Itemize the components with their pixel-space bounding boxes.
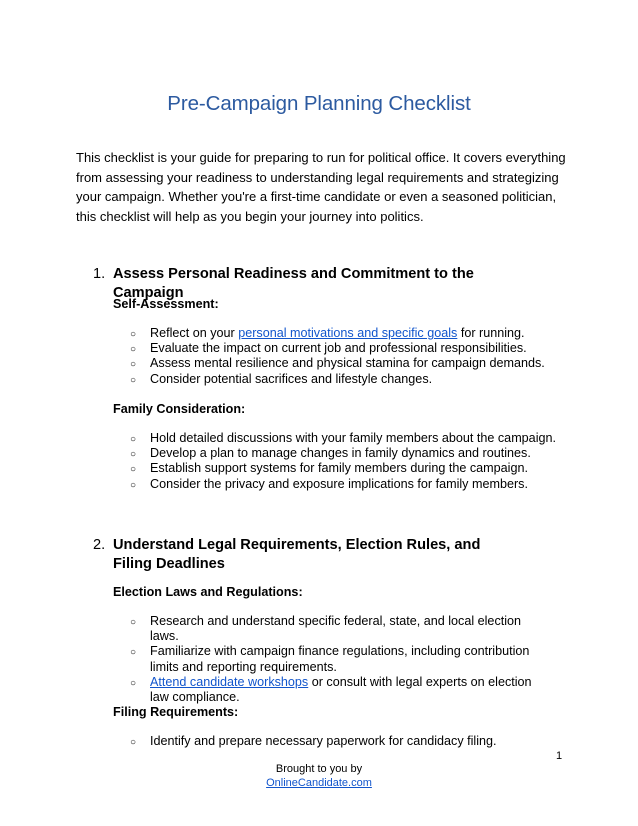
item-text: Hold detailed discussions with your family members about the campaign. (150, 431, 556, 445)
footer (0, 762, 638, 790)
section-number: 2. (93, 537, 106, 553)
bullet-icon: ○ (130, 329, 137, 340)
item-text: Research and understand specific federal, state, and local election laws. (150, 614, 522, 644)
bullet-icon: ○ (130, 359, 137, 371)
bullet-icon: ○ (130, 449, 137, 461)
subheading-election-laws: Election Laws and Regulations: (113, 585, 303, 599)
item-text: Consider the privacy and exposure implications for family members. (150, 476, 528, 491)
bullet-icon: ○ (130, 479, 137, 491)
page-title: Pre-Campaign Planning Checklist (167, 92, 471, 115)
list-item (130, 446, 570, 461)
intro-paragraph: This checklist is your guide for preparing to run for political office. It covers everything from assessing your readiness to understanding legal requirements and strategizing your campaign. Whether you're a first-time candidate or even a seasoned politician, this checklist will help as you begin your journey into politics. (76, 150, 566, 224)
bullet-icon: ○ (130, 464, 137, 476)
list-item (130, 614, 550, 644)
bullet-icon: ○ (130, 647, 137, 659)
item-text: Develop a plan to manage changes in family dynamics and routines. (150, 446, 531, 461)
page-number: 1 (556, 750, 563, 762)
bullet-icon: ○ (130, 434, 137, 445)
section-title: Understand Legal Requirements, Election Rules, and Filing Deadlines (113, 537, 481, 572)
item-text-pre: Reflect on your (150, 326, 239, 340)
item-text: Evaluate the impact on current job and professional responsibilities. (150, 341, 527, 356)
list-item (130, 326, 570, 341)
footer-credit: Brought to you by (275, 763, 363, 775)
candidate-workshops-link[interactable]: Attend candidate workshops (150, 674, 309, 689)
personal-motivations-link[interactable]: personal motivations and specific goals (238, 326, 458, 340)
list-item (130, 734, 570, 749)
bullet-icon: ○ (130, 374, 137, 386)
subheading-filing-requirements: Filing Requirements: (113, 705, 239, 719)
self-assessment-list (130, 326, 570, 387)
subheading-family-consideration: Family Consideration: (113, 402, 246, 416)
list-item (130, 431, 570, 446)
bullet-icon: ○ (130, 737, 137, 748)
item-text: Establish support systems for family members during the campaign. (150, 461, 528, 476)
bullet-icon: ○ (130, 344, 137, 356)
item-text-post: or consult with legal experts on election law compliance. (150, 674, 532, 705)
election-laws-list (130, 614, 550, 705)
item-text: Consider potential sacrifices and lifestyle changes. (150, 371, 433, 386)
bullet-icon: ○ (130, 617, 137, 628)
section-title: Assess Personal Readiness and Commitment to the Campaign (113, 266, 474, 301)
item-text-post: for running. (457, 326, 525, 340)
list-item (130, 356, 570, 371)
list-item (130, 341, 570, 356)
bullet-icon: ○ (130, 677, 137, 689)
list-item (130, 461, 570, 476)
section-number: 1. (93, 266, 106, 282)
section-heading-2 (93, 536, 513, 574)
item-text: Identify and prepare necessary paperwork for candidacy filing. (150, 734, 497, 748)
list-item (130, 675, 550, 705)
filing-requirements-list (130, 734, 570, 749)
list-item (130, 372, 570, 387)
item-text: Familiarize with campaign finance regulations, including contribution limits and reporting requirements. (150, 644, 530, 674)
subheading-self-assessment: Self-Assessment: (113, 297, 219, 311)
list-item (130, 477, 570, 492)
item-text: Assess mental resilience and physical stamina for campaign demands. (150, 356, 545, 371)
footer-site-link[interactable]: OnlineCandidate.com (266, 777, 372, 789)
family-consideration-list (130, 431, 570, 492)
list-item (130, 644, 550, 674)
